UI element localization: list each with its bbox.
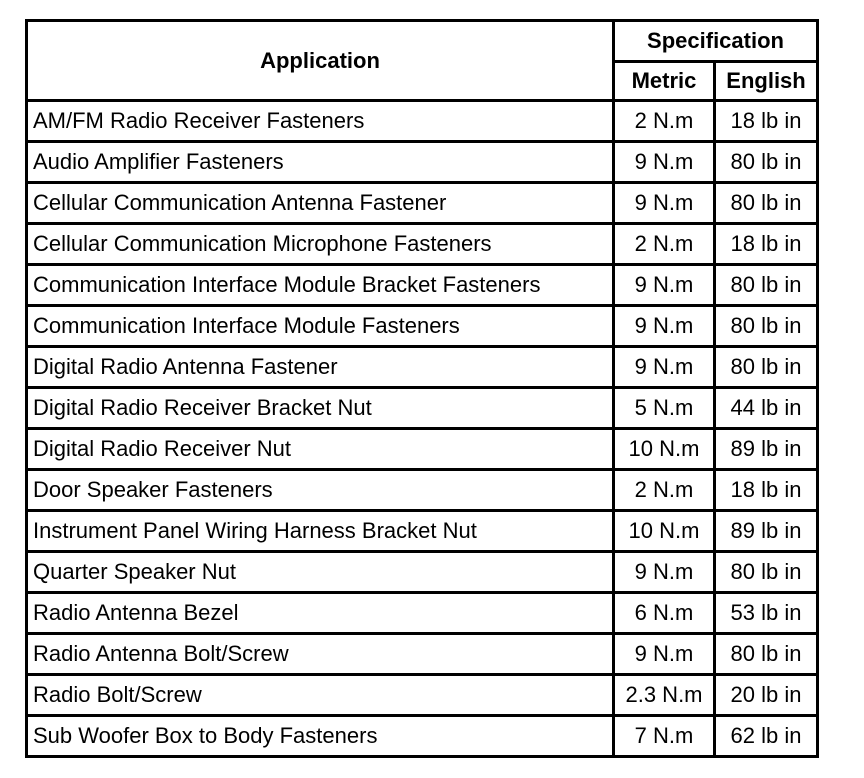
english-cell: 80 lb in [715, 347, 818, 388]
application-header: Application [27, 21, 614, 101]
application-cell: Cellular Communication Antenna Fastener [27, 183, 614, 224]
application-cell: Radio Bolt/Screw [27, 675, 614, 716]
metric-cell: 9 N.m [614, 142, 715, 183]
application-cell: Communication Interface Module Bracket Fasteners [27, 265, 614, 306]
application-cell: Quarter Speaker Nut [27, 552, 614, 593]
table-row [27, 675, 818, 716]
specification-header: Specification [614, 21, 818, 62]
metric-cell: 10 N.m [614, 511, 715, 552]
metric-header: Metric [614, 62, 715, 101]
table-row [27, 470, 818, 511]
metric-cell: 9 N.m [614, 306, 715, 347]
english-cell: 20 lb in [715, 675, 818, 716]
english-cell: 80 lb in [715, 183, 818, 224]
table-row [27, 101, 818, 142]
application-cell: Sub Woofer Box to Body Fasteners [27, 716, 614, 757]
table-header [27, 21, 818, 101]
table-row [27, 347, 818, 388]
english-cell: 62 lb in [715, 716, 818, 757]
metric-cell: 9 N.m [614, 634, 715, 675]
metric-cell: 2.3 N.m [614, 675, 715, 716]
application-cell: Digital Radio Antenna Fastener [27, 347, 614, 388]
table-row [27, 634, 818, 675]
table-row [27, 183, 818, 224]
metric-cell: 2 N.m [614, 224, 715, 265]
metric-cell: 9 N.m [614, 183, 715, 224]
metric-cell: 6 N.m [614, 593, 715, 634]
english-cell: 80 lb in [715, 306, 818, 347]
english-cell: 80 lb in [715, 142, 818, 183]
metric-cell: 2 N.m [614, 101, 715, 142]
metric-cell: 7 N.m [614, 716, 715, 757]
metric-cell: 10 N.m [614, 429, 715, 470]
english-cell: 89 lb in [715, 429, 818, 470]
application-cell: Communication Interface Module Fasteners [27, 306, 614, 347]
english-cell: 18 lb in [715, 470, 818, 511]
table-row [27, 511, 818, 552]
metric-cell: 9 N.m [614, 347, 715, 388]
application-cell: Digital Radio Receiver Bracket Nut [27, 388, 614, 429]
english-cell: 80 lb in [715, 265, 818, 306]
english-cell: 18 lb in [715, 224, 818, 265]
english-cell: 18 lb in [715, 101, 818, 142]
english-cell: 89 lb in [715, 511, 818, 552]
metric-cell: 9 N.m [614, 265, 715, 306]
table-row [27, 388, 818, 429]
english-cell: 53 lb in [715, 593, 818, 634]
metric-cell: 5 N.m [614, 388, 715, 429]
english-header: English [715, 62, 818, 101]
application-cell: Instrument Panel Wiring Harness Bracket Nut [27, 511, 614, 552]
application-cell: Radio Antenna Bezel [27, 593, 614, 634]
table-row [27, 716, 818, 757]
english-cell: 44 lb in [715, 388, 818, 429]
table-row [27, 593, 818, 634]
application-cell: Audio Amplifier Fasteners [27, 142, 614, 183]
application-cell: Digital Radio Receiver Nut [27, 429, 614, 470]
application-cell: Door Speaker Fasteners [27, 470, 614, 511]
table-row [27, 224, 818, 265]
metric-cell: 2 N.m [614, 470, 715, 511]
application-cell: AM/FM Radio Receiver Fasteners [27, 101, 614, 142]
english-cell: 80 lb in [715, 552, 818, 593]
metric-cell: 9 N.m [614, 552, 715, 593]
table-row [27, 429, 818, 470]
table-body [27, 101, 818, 757]
english-cell: 80 lb in [715, 634, 818, 675]
table-row [27, 306, 818, 347]
table-row [27, 142, 818, 183]
application-cell: Cellular Communication Microphone Fasteners [27, 224, 614, 265]
table-row [27, 265, 818, 306]
application-cell: Radio Antenna Bolt/Screw [27, 634, 614, 675]
table-row [27, 552, 818, 593]
torque-spec-table [25, 19, 819, 758]
